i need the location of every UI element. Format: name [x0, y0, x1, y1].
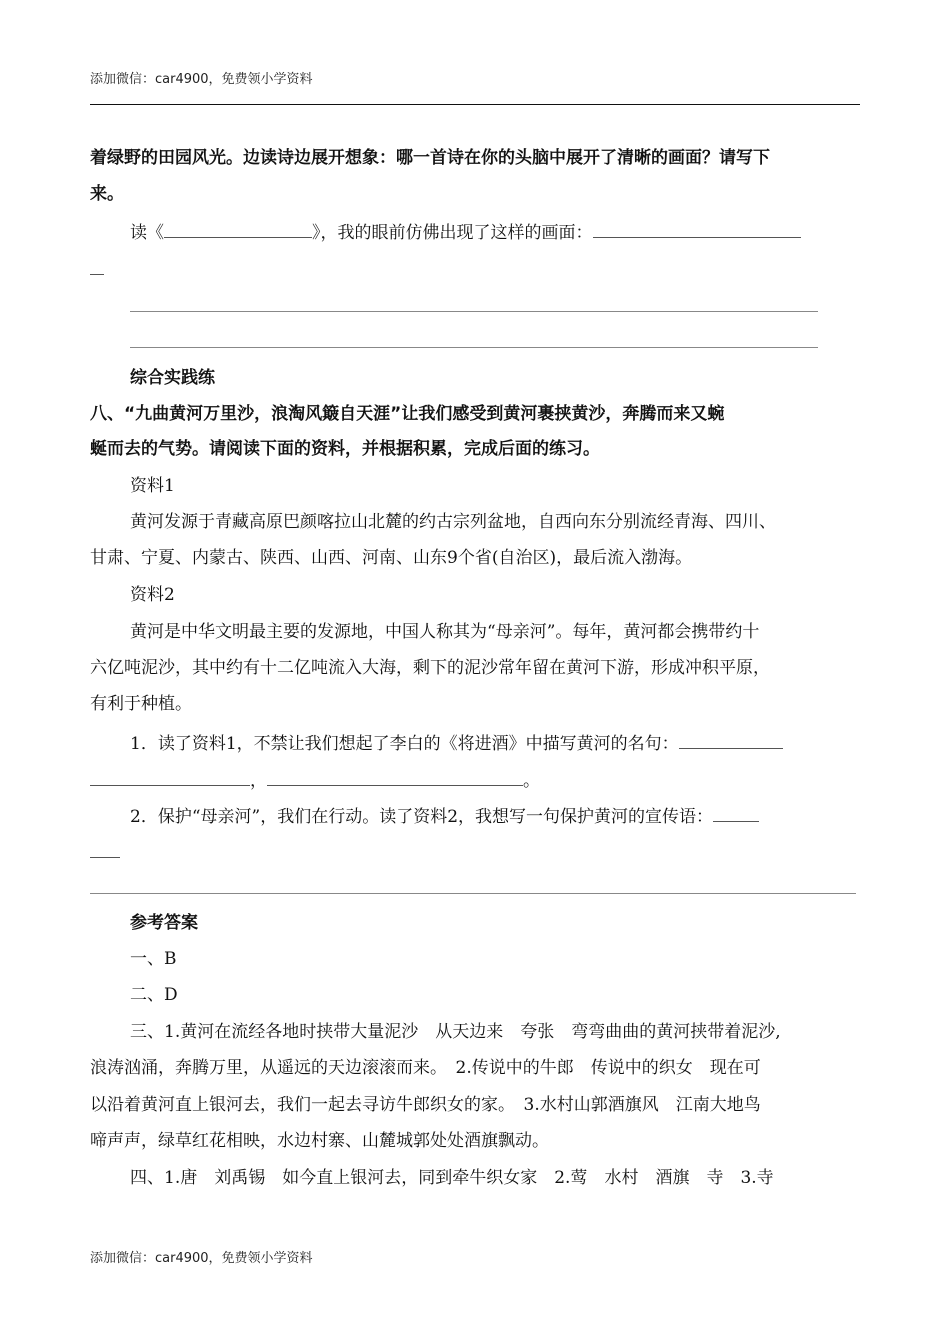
answer-line-text: 一、B — [130, 949, 177, 969]
period: 。 — [523, 771, 540, 791]
page-header: 添加微信：car4900，免费领小学资料 — [90, 72, 313, 87]
comma: ， — [250, 771, 267, 791]
section-title: 综合实践练 — [130, 368, 215, 388]
poem-title-blank[interactable] — [164, 219, 312, 238]
answer-line-text: 浪涛汹涌，奔腾万里，从遥远的天边滚滚而来。 2.传说中的牛郎 传说中的织女 现在可 — [90, 1058, 761, 1078]
question-1-line — [130, 730, 860, 756]
material-1-title: 资料1 — [130, 476, 175, 496]
header-rule — [90, 104, 860, 105]
answer-line[interactable] — [130, 347, 818, 348]
page-footer: 添加微信：car4900，免费领小学资料 — [90, 1251, 313, 1266]
read-line — [130, 219, 860, 245]
answer-line-text: 二、D — [130, 985, 178, 1005]
text-line: 着绿野的田园风光。边读诗边展开想象：哪一首诗在你的头脑中展开了清晰的画面？请写下 — [90, 148, 770, 168]
question-2-text: 2．保护“母亲河”，我们在行动。读了资料2，我想写一句保护黄河的宣传语： — [130, 807, 714, 827]
answer-blank-tail[interactable] — [90, 857, 120, 858]
answer-line-text: 三、1.黄河在流经各地时挟带大量泥沙 从天边来 夸张 弯弯曲曲的黄河挟带着泥沙, — [130, 1022, 781, 1042]
question-1-continuation — [90, 767, 860, 793]
question-2-line — [130, 803, 860, 829]
read-prefix: 读《 — [130, 223, 164, 243]
question-8-line: 蜒而去的气势。请阅读下面的资料，并根据积累，完成后面的练习。 — [90, 439, 600, 459]
text-line: 来。 — [90, 184, 124, 204]
answer-line-text: 啼声声，绿草红花相映，水边村寨、山麓城郭处处酒旗飘动。 — [90, 1131, 549, 1151]
answer-blank-tail[interactable] — [90, 274, 104, 275]
answer-line-text: 以沿着黄河直上银河去，我们一起去寻访牛郎织女的家。 3.水村山郭酒旗风 江南大地鸟 — [90, 1095, 761, 1115]
material-2-line: 黄河是中华文明最主要的发源地，中国人称其为“母亲河”。每年，黄河都会携带约十 — [130, 622, 760, 642]
answer-blank[interactable] — [90, 767, 250, 786]
material-1-line: 甘肃、宁夏、内蒙古、陕西、山西、河南、山东9个省(自治区)，最后流入渤海。 — [90, 548, 693, 568]
answer-blank[interactable] — [593, 219, 801, 238]
question-1-text: 1．读了资料1，不禁让我们想起了李白的《将进酒》中描写黄河的名句： — [130, 734, 679, 754]
answer-blank[interactable] — [267, 767, 523, 786]
answer-blank[interactable] — [679, 730, 783, 749]
answer-line[interactable] — [90, 893, 856, 894]
answer-line[interactable] — [130, 311, 818, 312]
material-2-title: 资料2 — [130, 585, 175, 605]
material-1-line: 黄河发源于青藏高原巴颜喀拉山北麓的约古宗列盆地，自西向东分别流经青海、四川、 — [130, 512, 776, 532]
answer-line-text: 四、1.唐 刘禹锡 如今直上银河去，同到牵牛织女家 2.莺 水村 酒旗 寺 3.寺 — [130, 1168, 774, 1188]
material-2-line: 六亿吨泥沙，其中约有十二亿吨流入大海，剩下的泥沙常年留在黄河下游，形成冲积平原， — [90, 658, 770, 678]
answer-blank[interactable] — [713, 803, 759, 822]
question-8-line: 八、“九曲黄河万里沙，浪淘风簸自天涯”让我们感受到黄河裹挟黄沙，奔腾而来又蜿 — [90, 404, 725, 424]
answer-title: 参考答案 — [130, 913, 198, 933]
material-2-line: 有利于种植。 — [90, 694, 192, 714]
read-suffix: 》，我的眼前仿佛出现了这样的画面： — [312, 223, 593, 243]
